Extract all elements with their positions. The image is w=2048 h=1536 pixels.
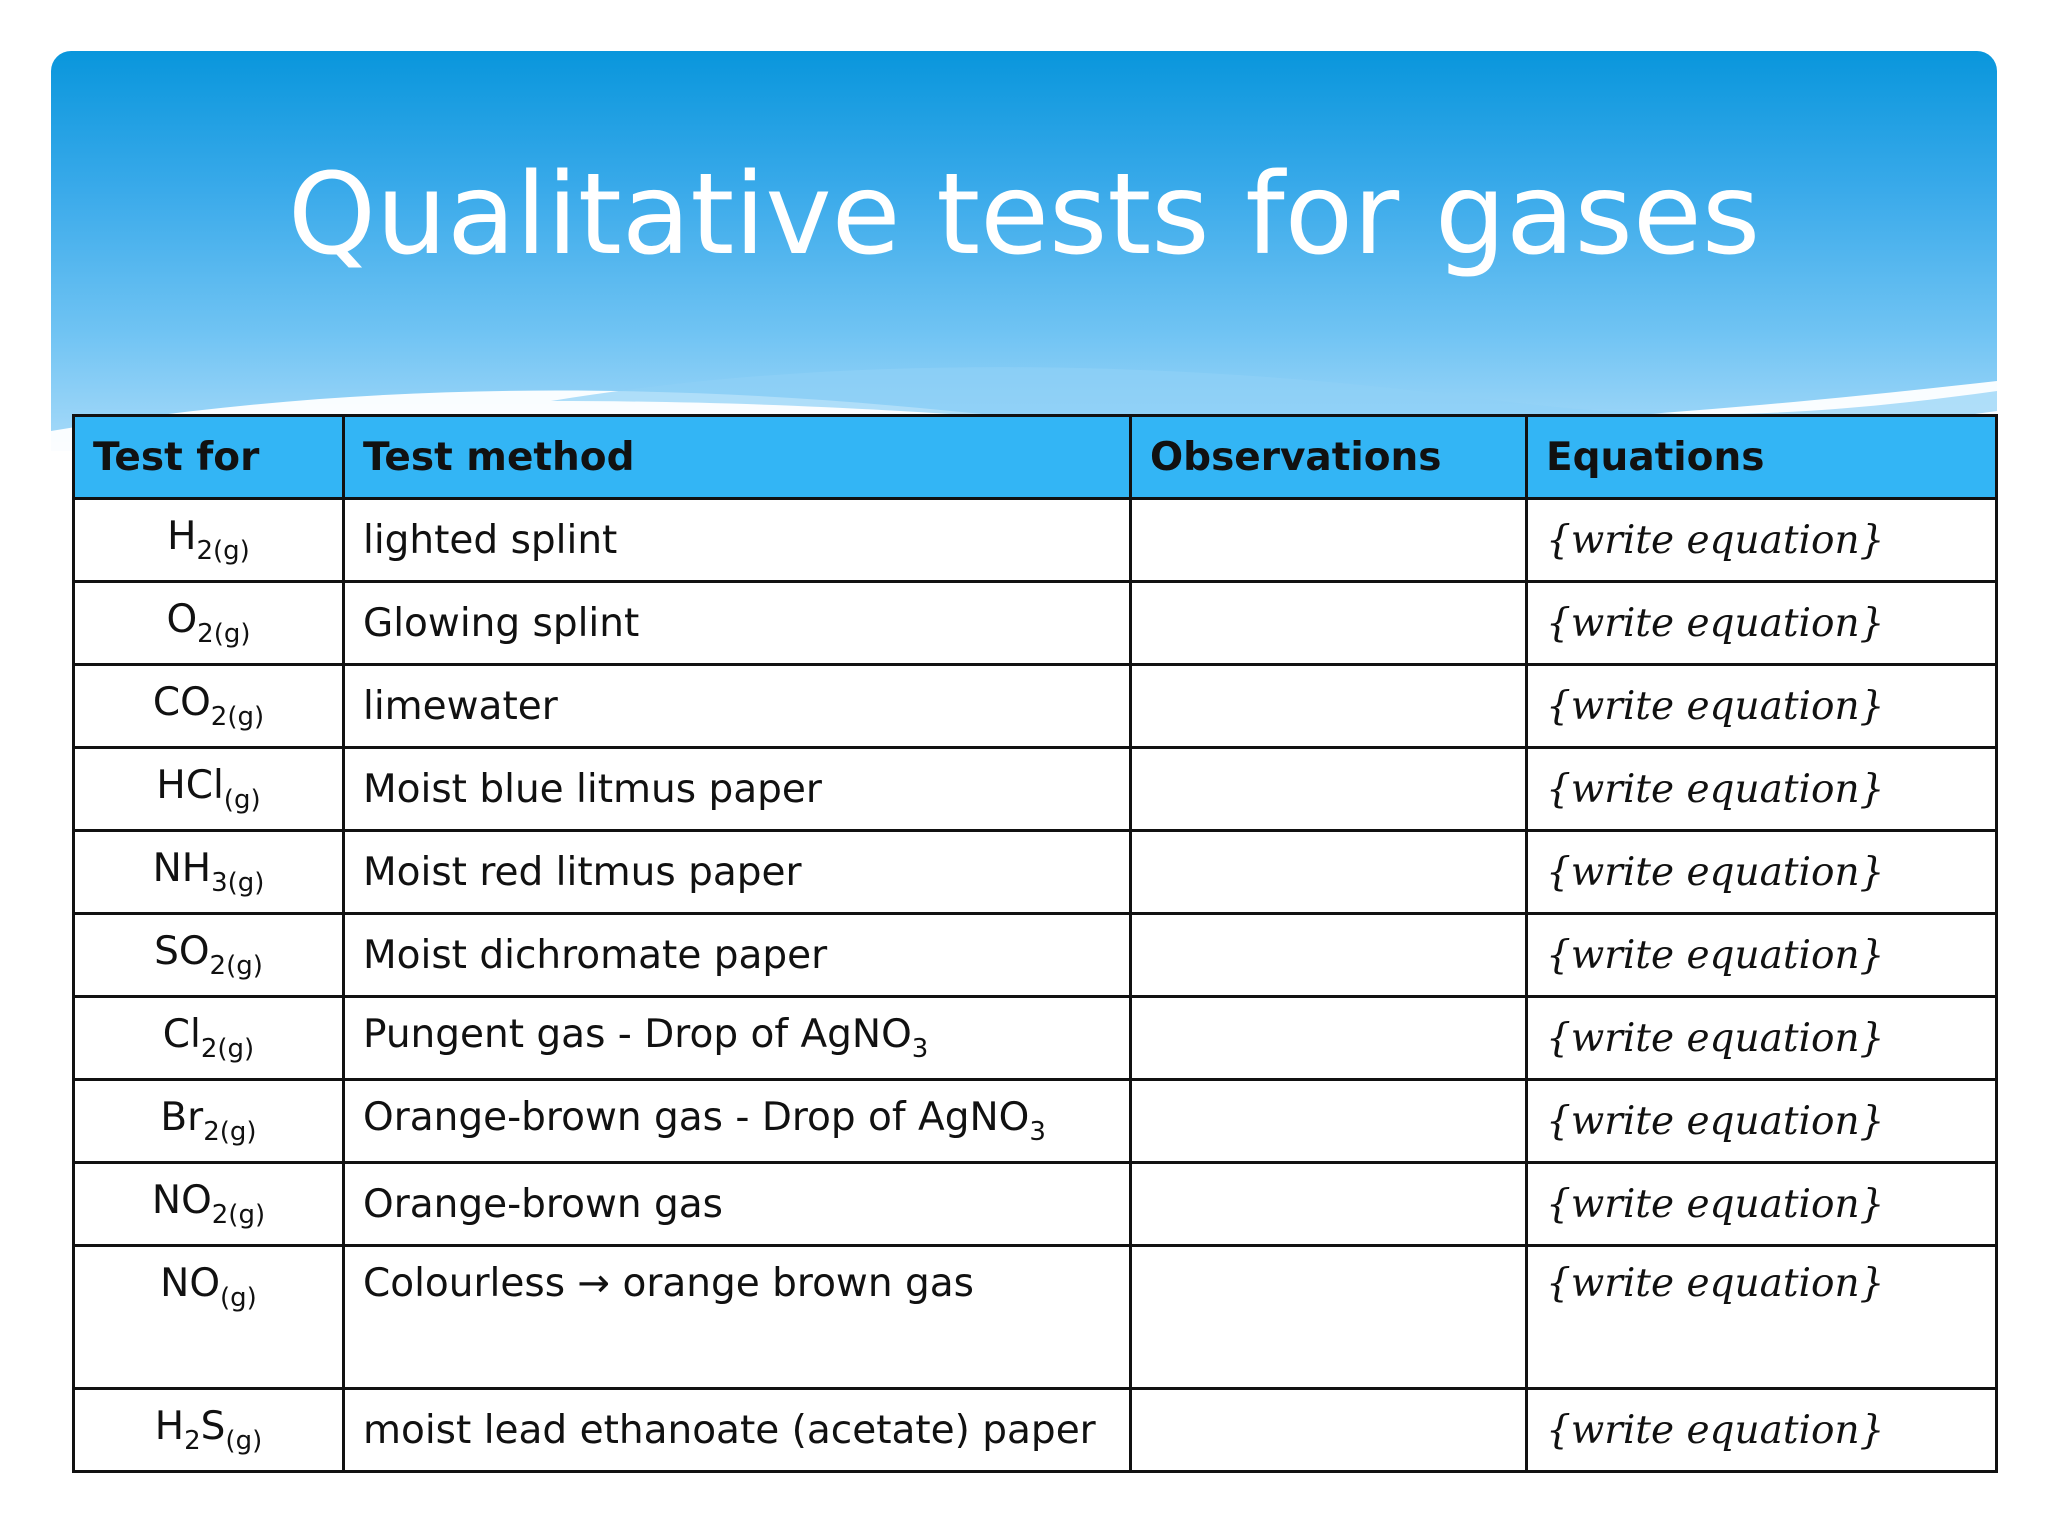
observation-cell — [1131, 1246, 1527, 1389]
observation-cell — [1131, 1080, 1527, 1163]
gas-formula-cell — [74, 831, 344, 914]
test-method-subscript: 3 — [911, 1034, 929, 1064]
equation-cell: {write equation} — [1527, 665, 1997, 748]
test-method: Colourless → orange brown gas — [363, 1261, 974, 1306]
gas-formula-cell — [74, 665, 344, 748]
observation-cell — [1131, 499, 1527, 582]
table-row — [74, 997, 1997, 1080]
equation-cell: {write equation} — [1527, 748, 1997, 831]
gas-formula-cell — [74, 1246, 344, 1389]
gas-formula: O — [166, 597, 198, 642]
gas-formula-cell — [74, 997, 344, 1080]
observation-cell — [1131, 1389, 1527, 1472]
test-method: Glowing splint — [363, 600, 640, 646]
test-method-cell — [344, 499, 1131, 582]
gas-formula: Br — [160, 1095, 204, 1140]
gas-subscript: 2(g) — [203, 1117, 257, 1147]
table-row — [74, 1389, 1997, 1472]
test-method-cell — [344, 1163, 1131, 1246]
gas-formula-cell — [74, 748, 344, 831]
gas-formula-cell — [74, 582, 344, 665]
table-row — [74, 1246, 1997, 1389]
table-row — [74, 914, 1997, 997]
table-row — [74, 1080, 1997, 1163]
equation-cell: {write equation} — [1527, 1246, 1997, 1389]
equation-cell: {write equation} — [1527, 1080, 1997, 1163]
gas-formula: HCl — [156, 763, 224, 808]
test-method-cell — [344, 582, 1131, 665]
table-header-row — [74, 416, 1997, 499]
test-method: moist lead ethanoate (acetate) paper — [363, 1407, 1096, 1453]
test-method-cell — [344, 1389, 1131, 1472]
test-method-cell — [344, 914, 1131, 997]
gas-formula: NO — [151, 1178, 212, 1223]
test-method: Moist red litmus paper — [363, 849, 802, 895]
test-method: Pungent gas - Drop of AgNO — [363, 1012, 912, 1057]
gas-formula-cell — [74, 914, 344, 997]
table-row — [74, 499, 1997, 582]
gas-subscript: 2(g) — [196, 536, 250, 566]
test-method-cell — [344, 1080, 1131, 1163]
gas-subscript: 2(g) — [211, 1200, 266, 1230]
gas-formula: NO — [160, 1261, 221, 1306]
gas-subscript: 2(g) — [209, 951, 263, 981]
equation-cell: {write equation} — [1527, 1389, 1997, 1472]
gas-subscript: 2(g) — [200, 1034, 255, 1064]
observation-cell — [1131, 1163, 1527, 1246]
gas-subscript: 3(g) — [211, 868, 265, 898]
gas-tests-table — [72, 414, 1998, 1473]
test-method: lighted splint — [363, 517, 618, 563]
test-method: Orange-brown gas - Drop of AgNO — [363, 1095, 1030, 1140]
equation-cell: {write equation} — [1527, 914, 1997, 997]
observation-cell — [1131, 582, 1527, 665]
gas-formula: Cl — [162, 1012, 201, 1057]
test-method: Moist blue litmus paper — [363, 766, 822, 812]
table-row — [74, 582, 1997, 665]
test-method-subscript: 3 — [1029, 1117, 1046, 1147]
table-row — [74, 665, 1997, 748]
gas-formula: H — [154, 1404, 185, 1449]
test-method-cell — [344, 748, 1131, 831]
gas-formula: SO — [154, 929, 210, 974]
observation-cell — [1131, 997, 1527, 1080]
gas-formula: NH — [152, 846, 212, 891]
gas-formula-cell — [74, 1389, 344, 1472]
equation-cell: {write equation} — [1527, 831, 1997, 914]
equation-cell: {write equation} — [1527, 997, 1997, 1080]
test-method-cell — [344, 1246, 1131, 1389]
gas-subscript: (g) — [223, 785, 261, 815]
gas-subscript: 2(g) — [197, 619, 251, 649]
gas-subscript: (g) — [220, 1283, 257, 1313]
gas-formula-tail: S — [200, 1404, 226, 1449]
gas-formula: CO — [152, 680, 211, 725]
gas-formula-cell — [74, 1080, 344, 1163]
gas-formula: H — [167, 514, 197, 559]
header-equations: Equations — [1527, 416, 1997, 499]
table-row — [74, 748, 1997, 831]
page-title: Qualitative tests for gases — [287, 150, 1761, 280]
gas-tail-subscript: (g) — [225, 1426, 263, 1456]
header-test-method: Test method — [344, 416, 1131, 499]
table-row — [74, 831, 1997, 914]
test-method: limewater — [363, 683, 558, 729]
table-row — [74, 1163, 1997, 1246]
equation-cell: {write equation} — [1527, 582, 1997, 665]
header-observations: Observations — [1131, 416, 1527, 499]
observation-cell — [1131, 748, 1527, 831]
test-method: Orange-brown gas — [363, 1181, 723, 1227]
gas-subscript: 2(g) — [210, 702, 265, 732]
gas-formula-cell — [74, 1163, 344, 1246]
gas-formula-cell — [74, 499, 344, 582]
test-method-cell — [344, 665, 1131, 748]
equation-cell: {write equation} — [1527, 1163, 1997, 1246]
gas-subscript: 2 — [184, 1426, 201, 1456]
test-method-cell — [344, 997, 1131, 1080]
observation-cell — [1131, 831, 1527, 914]
header-test-for: Test for — [74, 416, 344, 499]
observation-cell — [1131, 914, 1527, 997]
test-method-cell — [344, 831, 1131, 914]
test-method: Moist dichromate paper — [363, 932, 828, 978]
equation-cell: {write equation} — [1527, 499, 1997, 582]
observation-cell — [1131, 665, 1527, 748]
